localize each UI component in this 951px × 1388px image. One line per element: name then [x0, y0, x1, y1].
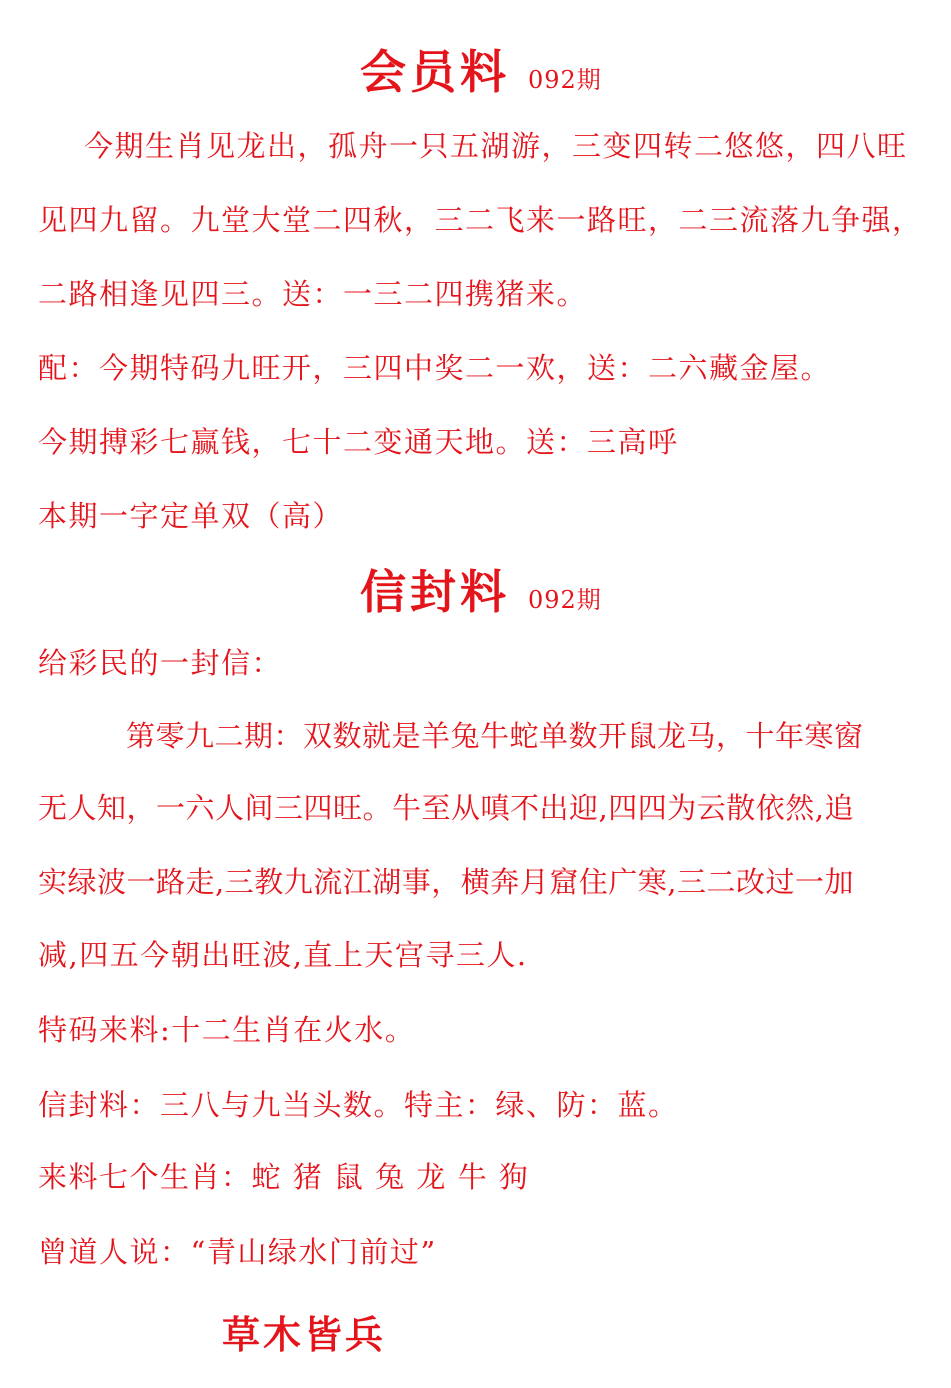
section2-title: 信封料: [360, 565, 510, 619]
section1-title: 会员料: [360, 45, 510, 99]
section2-heading: [360, 556, 602, 622]
section1-line-3: 二路相逢见四三。送：一三二四携猪来。: [38, 277, 588, 311]
section2-line-6: 特码来料:十二生肖在火水。: [38, 1013, 416, 1047]
section1-line-2: 见四九留。九堂大堂二四秋，三二飞来一路旺，二三流落九争强，: [38, 203, 923, 237]
section1-heading: [360, 36, 602, 102]
section1-line-6: 本期一字定单双（高）: [38, 499, 344, 533]
section1-issue: 092期: [528, 66, 602, 94]
section2-line-1: 给彩民的一封信：: [38, 646, 283, 680]
section2-line-4: 实绿波一路走,三教九流江湖事，横奔月窟住广寒,三二改过一加: [38, 865, 854, 899]
section1-line-4: 配：今期特码九旺开，三四中奖二一欢，送：二六藏金屋。: [38, 351, 832, 385]
section2-line-5: 减,四五今朝出旺波,直上天宫寻三人.: [38, 938, 528, 972]
section2-line-9: 曾道人说：“青山绿水门前过”: [38, 1235, 437, 1269]
section2-line-7: 信封料：三八与九当头数。特主：绿、防：蓝。: [38, 1088, 679, 1122]
section2-line-3: 无人知，一六人间三四旺。牛至从嗔不出迎,四四为云散依然,追: [38, 791, 854, 825]
section1-line-1: 今期生肖见龙出，孤舟一只五湖游，三变四转二悠悠，四八旺: [84, 129, 908, 163]
section2-line-8: 来料七个生肖：蛇 猪 鼠 兔 龙 牛 狗: [38, 1160, 530, 1194]
section2-issue: 092期: [528, 586, 602, 614]
section2-line-2: 第零九二期：双数就是羊兔牛蛇单数开鼠龙马，十年寒窗: [126, 719, 864, 753]
section1-line-5: 今期搏彩七赢钱，七十二变通天地。送：三高呼: [38, 425, 679, 459]
footer-title: 草木皆兵: [222, 1312, 387, 1357]
